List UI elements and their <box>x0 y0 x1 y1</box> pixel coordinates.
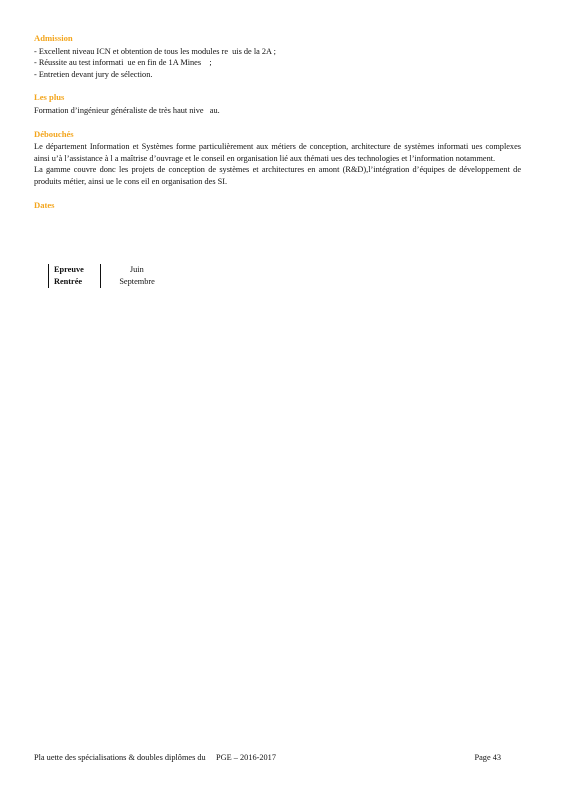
dates-heading: Dates <box>34 199 55 210</box>
page-number: Page 43 <box>474 753 501 762</box>
dates-value-epreuve: Juin <box>129 265 144 274</box>
debouches-paragraph: Le département Information et Systèmes forme particulièrement aux métiers de conception, architecture de systèmes informati ues complexes ainsi u’à l’assistance à l a maîtrise d’ouvrage et le conseil en organisation lié aux thémati ues des technologies et l’information notamment. <box>34 142 521 163</box>
dates-label-rentree: Rentrée <box>49 276 101 288</box>
les-plus-line: Formation d’ingénieur généraliste de très haut nive au. <box>34 105 220 115</box>
dates-section <box>34 200 521 212</box>
les-plus-heading: Les plus <box>34 92 65 103</box>
debouches-paragraph: La gamme couvre donc les projets de conception de systèmes et architectures en amont (R&D),l’intégration d’équipes de développement de produits métier, ainsi ue le cons eil en organisation des SI. <box>34 165 521 186</box>
admission-line: - Excellent niveau ICN et obtention de tous les modules re uis de la 2A ; <box>34 46 276 56</box>
debouches-section <box>34 129 521 188</box>
admission-heading: Admission <box>34 33 73 43</box>
page-content <box>34 33 521 223</box>
footer-title: Pla uette des spécialisations & doubles diplômes du PGE – 2016-2017 <box>34 753 276 762</box>
dates-value-rentree: Septembre <box>119 277 155 286</box>
table-row <box>49 276 164 288</box>
debouches-heading: Débouchés <box>34 128 74 139</box>
table-row <box>49 264 164 276</box>
dates-table <box>48 264 164 288</box>
admission-section <box>34 33 521 80</box>
dates-label-epreuve: Epreuve <box>49 264 101 276</box>
les-plus-section <box>34 92 521 116</box>
admission-line: - Entretien devant jury de sélection. <box>34 69 153 79</box>
dates-grid <box>48 264 164 288</box>
admission-line: - Réussite au test informati ue en fin de 1A Mines ; <box>34 58 212 68</box>
